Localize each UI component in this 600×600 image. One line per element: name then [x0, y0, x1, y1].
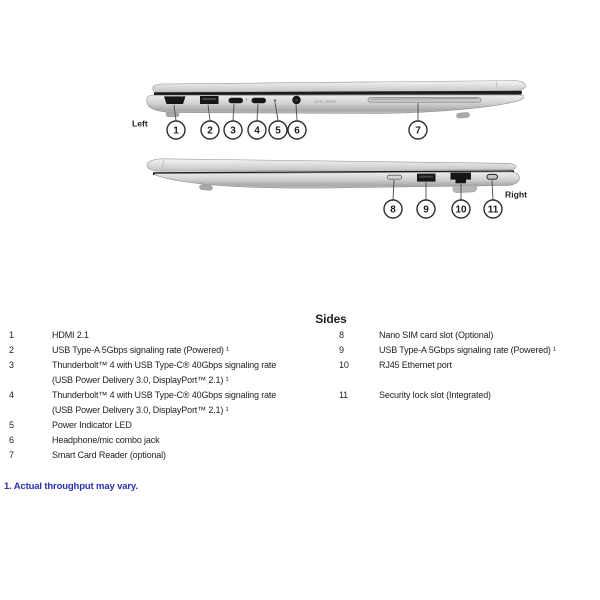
callout-8 [384, 200, 402, 218]
legend-num: 11 [339, 390, 349, 400]
legend-num: 6 [9, 435, 14, 445]
callout-9 [417, 200, 435, 218]
legend-desc [52, 358, 330, 388]
legend-desc [52, 388, 330, 418]
legend-line: Power Indicator LED [52, 420, 132, 430]
svg-text:9: 9 [423, 204, 429, 216]
usb-c-port-2 [252, 98, 267, 103]
svg-text:4: 4 [254, 125, 260, 137]
legend-num: 2 [9, 345, 14, 355]
legend-desc [379, 358, 600, 388]
left-side-view [132, 81, 526, 139]
svg-text:2: 2 [207, 125, 213, 137]
legend-desc [52, 343, 330, 358]
legend-num: 10 [339, 360, 349, 370]
callout-1 [167, 121, 185, 139]
svg-text:11: 11 [487, 204, 499, 216]
legend-line: HDMI 2.1 [52, 330, 89, 340]
legend-line: RJ45 Ethernet port [379, 360, 452, 370]
rubber-foot [456, 112, 469, 118]
laptop-lid [153, 81, 526, 93]
legend-line: Headphone/mic combo jack [52, 435, 160, 445]
legend-num: 5 [9, 420, 14, 430]
smart-card-slot [368, 98, 481, 103]
svg-text:1: 1 [173, 125, 179, 137]
legend-line: (USB Power Delivery 3.0, DisplayPort™ 2.1) ¹ [52, 375, 229, 385]
legend-num: 1 [9, 330, 14, 340]
callout-7 [409, 121, 427, 139]
right-side-view [147, 159, 527, 218]
callout-11 [484, 200, 502, 218]
usb-c-port-1 [229, 98, 244, 103]
legend-line: USB Type-A 5Gbps signaling rate (Powered) ¹ [52, 345, 229, 355]
callout-6 [288, 121, 306, 139]
rubber-foot [166, 112, 179, 117]
legend-desc [379, 343, 600, 358]
laptop-lid [147, 159, 516, 171]
callout-3 [224, 121, 242, 139]
svg-text:5: 5 [275, 125, 281, 137]
svg-text:10: 10 [455, 204, 467, 216]
legend-title: Sides [315, 312, 347, 326]
legend-line: Smart Card Reader (optional) [52, 450, 166, 460]
legend-line: USB Type-A 5Gbps signaling rate (Powered) ¹ [379, 345, 556, 355]
legend-desc [52, 433, 330, 448]
legend-line: Security lock slot (Integrated) [379, 390, 491, 400]
legend-num: 7 [9, 450, 14, 460]
svg-text:8: 8 [390, 204, 396, 216]
right-label: Right [505, 189, 527, 200]
usb-a-port-inner [419, 176, 433, 178]
hdmi-port [164, 96, 186, 104]
callout-10 [452, 200, 470, 218]
footnote: 1. Actual throughput may vary. [4, 481, 138, 492]
rj45-jaw [453, 185, 477, 193]
legend-line: (USB Power Delivery 3.0, DisplayPort™ 2.1) ¹ [52, 405, 229, 415]
ports-legend [0, 328, 600, 463]
callout-2 [201, 121, 219, 139]
left-label: Left [132, 118, 148, 129]
legend-num: 4 [9, 390, 14, 400]
legend-desc [379, 388, 600, 418]
brand-text: poly studio [315, 99, 337, 104]
legend-desc [379, 328, 600, 343]
svg-text:6: 6 [294, 125, 300, 137]
legend-desc [52, 448, 330, 463]
rubber-foot [199, 184, 212, 190]
legend-desc [52, 418, 330, 433]
headphone-jack-hole [295, 99, 298, 102]
port-divider-tick [246, 99, 247, 102]
legend-line: Nano SIM card slot (Optional) [379, 330, 494, 340]
laptop-sides-diagram [0, 0, 600, 230]
svg-text:3: 3 [230, 125, 236, 137]
security-lock-slot [487, 174, 498, 179]
legend-num: 9 [339, 345, 344, 355]
power-led [274, 99, 277, 102]
callout-4 [248, 121, 266, 139]
legend-line: Thunderbolt™ 4 with USB Type-C® 40Gbps signaling rate [52, 360, 277, 370]
usb-a-port-inner [202, 98, 216, 100]
legend-num: 3 [9, 360, 14, 370]
nano-sim-slot [388, 175, 402, 179]
svg-text:7: 7 [415, 125, 421, 137]
callout-5 [269, 121, 287, 139]
legend-num: 8 [339, 330, 344, 340]
legend-desc [52, 328, 330, 343]
legend-line: Thunderbolt™ 4 with USB Type-C® 40Gbps signaling rate [52, 390, 277, 400]
